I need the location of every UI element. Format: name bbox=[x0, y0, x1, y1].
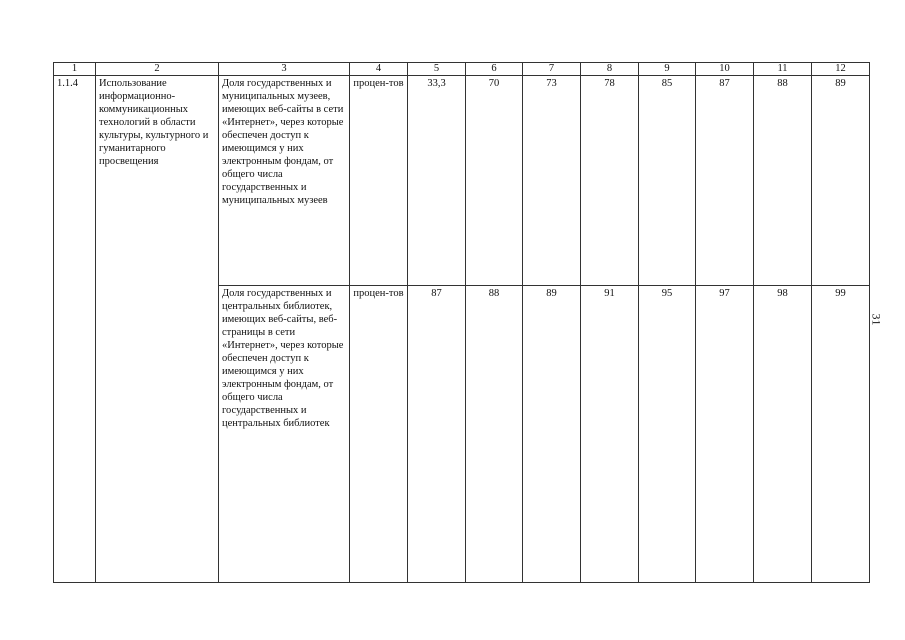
value-cell: 95 bbox=[639, 286, 696, 583]
table-row bbox=[54, 76, 870, 286]
header-cell: 4 bbox=[350, 63, 408, 76]
unit-cell: процен-тов bbox=[350, 76, 408, 286]
header-cell: 6 bbox=[466, 63, 523, 76]
value-cell: 89 bbox=[812, 76, 870, 286]
header-cell: 7 bbox=[523, 63, 581, 76]
header-cell: 11 bbox=[754, 63, 812, 76]
value-cell: 78 bbox=[581, 76, 639, 286]
header-cell: 5 bbox=[408, 63, 466, 76]
value-cell: 73 bbox=[523, 76, 581, 286]
header-cell: 12 bbox=[812, 63, 870, 76]
header-cell: 1 bbox=[54, 63, 96, 76]
indicator-text: Доля государственных и центральных библиотек, имеющих веб-сайты, веб-страницы в сети «Интернет», через которые обеспечен доступ к имеющимся у них электронным фондам, от общего числа государственных и центральных библиотек bbox=[219, 286, 350, 583]
value-cell: 99 bbox=[812, 286, 870, 583]
page-number: 31 bbox=[869, 313, 884, 326]
value-cell: 88 bbox=[466, 286, 523, 583]
value-cell: 91 bbox=[581, 286, 639, 583]
section-title: Использование информационно-коммуникационных технологий в области культуры, культурного и гуманитарного просвещения bbox=[96, 76, 219, 583]
indicator-text: Доля государственных и муниципальных музеев, имеющих веб-сайты в сети «Интернет», через которые обеспечен доступ к имеющимся у них электронным фондам, от общего числа государственных и муниципальных музеев bbox=[219, 76, 350, 286]
value-cell: 87 bbox=[696, 76, 754, 286]
indicators-table bbox=[53, 62, 870, 583]
header-row bbox=[54, 63, 870, 76]
unit-cell: процен-тов bbox=[350, 286, 408, 583]
value-cell: 70 bbox=[466, 76, 523, 286]
header-cell: 8 bbox=[581, 63, 639, 76]
value-cell: 87 bbox=[408, 286, 466, 583]
section-code: 1.1.4 bbox=[54, 76, 96, 583]
value-cell: 97 bbox=[696, 286, 754, 583]
value-cell: 88 bbox=[754, 76, 812, 286]
value-cell: 89 bbox=[523, 286, 581, 583]
header-cell: 10 bbox=[696, 63, 754, 76]
value-cell: 33,3 bbox=[408, 76, 466, 286]
header-cell: 9 bbox=[639, 63, 696, 76]
value-cell: 98 bbox=[754, 286, 812, 583]
header-cell: 3 bbox=[219, 63, 350, 76]
value-cell: 85 bbox=[639, 76, 696, 286]
header-cell: 2 bbox=[96, 63, 219, 76]
